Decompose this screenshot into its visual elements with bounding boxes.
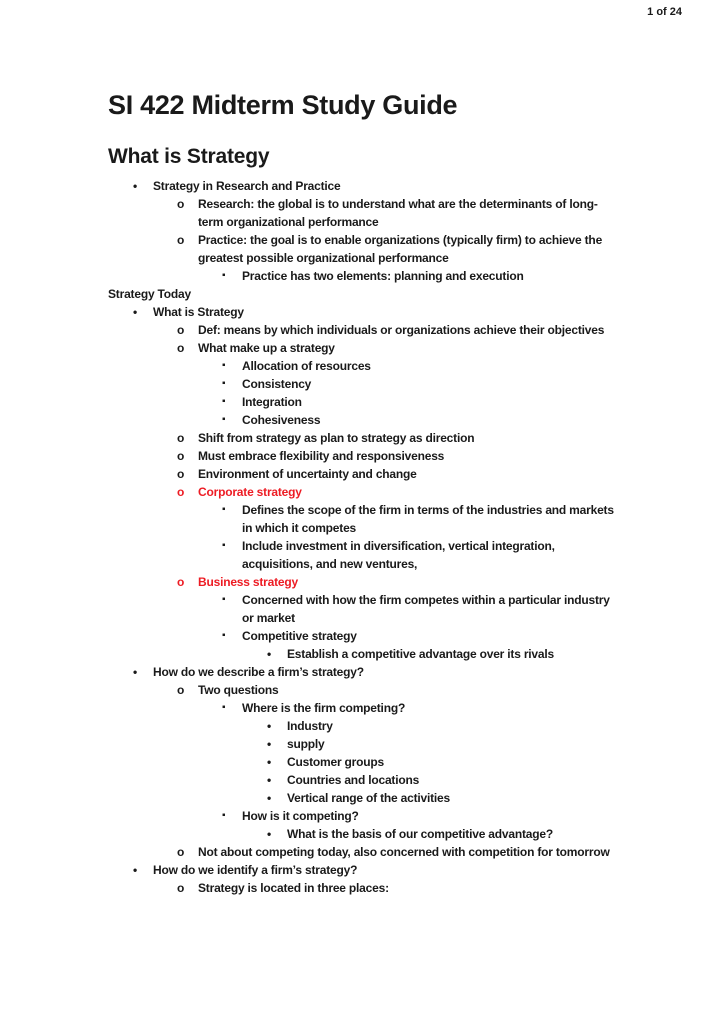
list-item	[222, 393, 620, 411]
list-item-text: Practice has two elements: planning and execution	[242, 269, 524, 283]
list-item	[177, 573, 620, 591]
list-item-text: Strategy in Research and Practice	[153, 179, 341, 193]
list-item	[222, 501, 620, 537]
list-item-text: How is it competing?	[242, 809, 359, 823]
circle-bullet-icon: o	[177, 881, 185, 895]
list-item-text: Where is the firm competing?	[242, 701, 406, 715]
list-item	[222, 375, 620, 393]
square-bullet-icon: ▪	[222, 396, 226, 407]
list-item	[177, 231, 620, 267]
list-item	[177, 483, 620, 501]
list-item	[222, 537, 620, 573]
list-item	[108, 285, 620, 303]
list-item-text: What is the basis of our competitive advantage?	[287, 827, 553, 841]
square-bullet-icon: ▪	[222, 414, 226, 425]
circle-bullet-icon: o	[177, 575, 185, 589]
list-item-text: How do we describe a firm’s strategy?	[153, 665, 364, 679]
list-item	[267, 717, 620, 735]
list-item-text: Strategy Today	[108, 287, 191, 301]
page-number-indicator: 1 of 24	[647, 6, 682, 18]
disc-bullet-icon: •	[267, 755, 272, 769]
list-item-text: Vertical range of the activities	[287, 791, 451, 805]
square-bullet-icon: ▪	[222, 540, 226, 551]
list-item-text: What make up a strategy	[198, 341, 335, 355]
list-item-text: Two questions	[198, 683, 279, 697]
list-item-text: Not about competing today, also concerned with competition for tomorrow	[198, 845, 610, 859]
circle-bullet-icon: o	[177, 323, 185, 337]
list-item-text: Integration	[242, 395, 302, 409]
disc-bullet-icon: •	[267, 647, 272, 661]
disc-bullet-icon: •	[133, 863, 138, 877]
list-item	[133, 177, 620, 195]
square-bullet-icon: ▪	[222, 270, 226, 281]
list-item	[267, 735, 620, 753]
list-item	[222, 267, 620, 285]
circle-bullet-icon: o	[177, 467, 185, 481]
list-item	[177, 429, 620, 447]
list-item-text: Business strategy	[198, 575, 298, 589]
document-title: SI 422 Midterm Study Guide	[108, 90, 458, 120]
list-item-text: How do we identify a firm’s strategy?	[153, 863, 358, 877]
square-bullet-icon: ▪	[222, 360, 226, 371]
list-item	[267, 825, 620, 843]
square-bullet-icon: ▪	[222, 810, 226, 821]
list-item-text: Def: means by which individuals or organizations achieve their objectives	[198, 323, 605, 337]
list-item	[267, 771, 620, 789]
circle-bullet-icon: o	[177, 233, 185, 247]
list-item	[222, 411, 620, 429]
list-item-text: Countries and locations	[287, 773, 420, 787]
list-item	[177, 321, 620, 339]
section-heading: What is Strategy	[108, 145, 270, 168]
circle-bullet-icon: o	[177, 197, 185, 211]
square-bullet-icon: ▪	[222, 594, 226, 605]
list-item	[133, 303, 620, 321]
disc-bullet-icon: •	[133, 179, 138, 193]
circle-bullet-icon: o	[177, 341, 185, 355]
list-item-text: Cohesiveness	[242, 413, 321, 427]
list-item	[177, 681, 620, 699]
list-item-text: Must embrace flexibility and responsiveness	[198, 449, 445, 463]
disc-bullet-icon: •	[267, 719, 272, 733]
list-item-text: What is Strategy	[153, 305, 244, 319]
list-item-text: Strategy is located in three places:	[198, 881, 389, 895]
bullet-list	[108, 177, 620, 897]
circle-bullet-icon: o	[177, 485, 185, 499]
list-item-text: Corporate strategy	[198, 485, 302, 499]
list-item-text: Customer groups	[287, 755, 385, 769]
disc-bullet-icon: •	[267, 737, 272, 751]
disc-bullet-icon: •	[133, 305, 138, 319]
list-item	[222, 627, 620, 645]
list-item-text: Establish a competitive advantage over its rivals	[287, 647, 554, 661]
list-item-text: Consistency	[242, 377, 312, 391]
list-item	[222, 591, 620, 627]
square-bullet-icon: ▪	[222, 504, 226, 515]
disc-bullet-icon: •	[133, 665, 138, 679]
list-item	[222, 807, 620, 825]
circle-bullet-icon: o	[177, 683, 185, 697]
list-item	[222, 357, 620, 375]
list-item	[177, 339, 620, 357]
list-item-text: supply	[287, 737, 325, 751]
square-bullet-icon: ▪	[222, 702, 226, 713]
list-item-text: Allocation of resources	[242, 359, 371, 373]
list-item-text: Environment of uncertainty and change	[198, 467, 417, 481]
list-item-text: Competitive strategy	[242, 629, 357, 643]
list-item	[177, 879, 620, 897]
list-item-text: Industry	[287, 719, 333, 733]
disc-bullet-icon: •	[267, 827, 272, 841]
list-item	[267, 789, 620, 807]
square-bullet-icon: ▪	[222, 378, 226, 389]
square-bullet-icon: ▪	[222, 630, 226, 641]
list-item	[177, 843, 620, 861]
list-item	[222, 699, 620, 717]
list-item-text: Shift from strategy as plan to strategy as direction	[198, 431, 475, 445]
list-item	[133, 861, 620, 879]
list-item	[133, 663, 620, 681]
list-item-text: Include investment in diversification, vertical integration, acquisitions, and new ventures,	[242, 539, 555, 571]
disc-bullet-icon: •	[267, 791, 272, 805]
list-item-text: Practice: the goal is to enable organizations (typically firm) to achieve the greatest possible organizational performance	[198, 233, 603, 265]
circle-bullet-icon: o	[177, 449, 185, 463]
list-item	[177, 447, 620, 465]
document-content	[108, 92, 620, 897]
list-item	[177, 195, 620, 231]
list-item-text: Concerned with how the firm competes within a particular industry or market	[242, 593, 610, 625]
list-item	[177, 465, 620, 483]
disc-bullet-icon: •	[267, 773, 272, 787]
list-item	[267, 753, 620, 771]
list-item-text: Research: the global is to understand what are the determinants of long-term organizational performance	[198, 197, 598, 229]
list-item	[267, 645, 620, 663]
circle-bullet-icon: o	[177, 845, 185, 859]
circle-bullet-icon: o	[177, 431, 185, 445]
list-item-text: Defines the scope of the firm in terms of the industries and markets in which it competes	[242, 503, 614, 535]
